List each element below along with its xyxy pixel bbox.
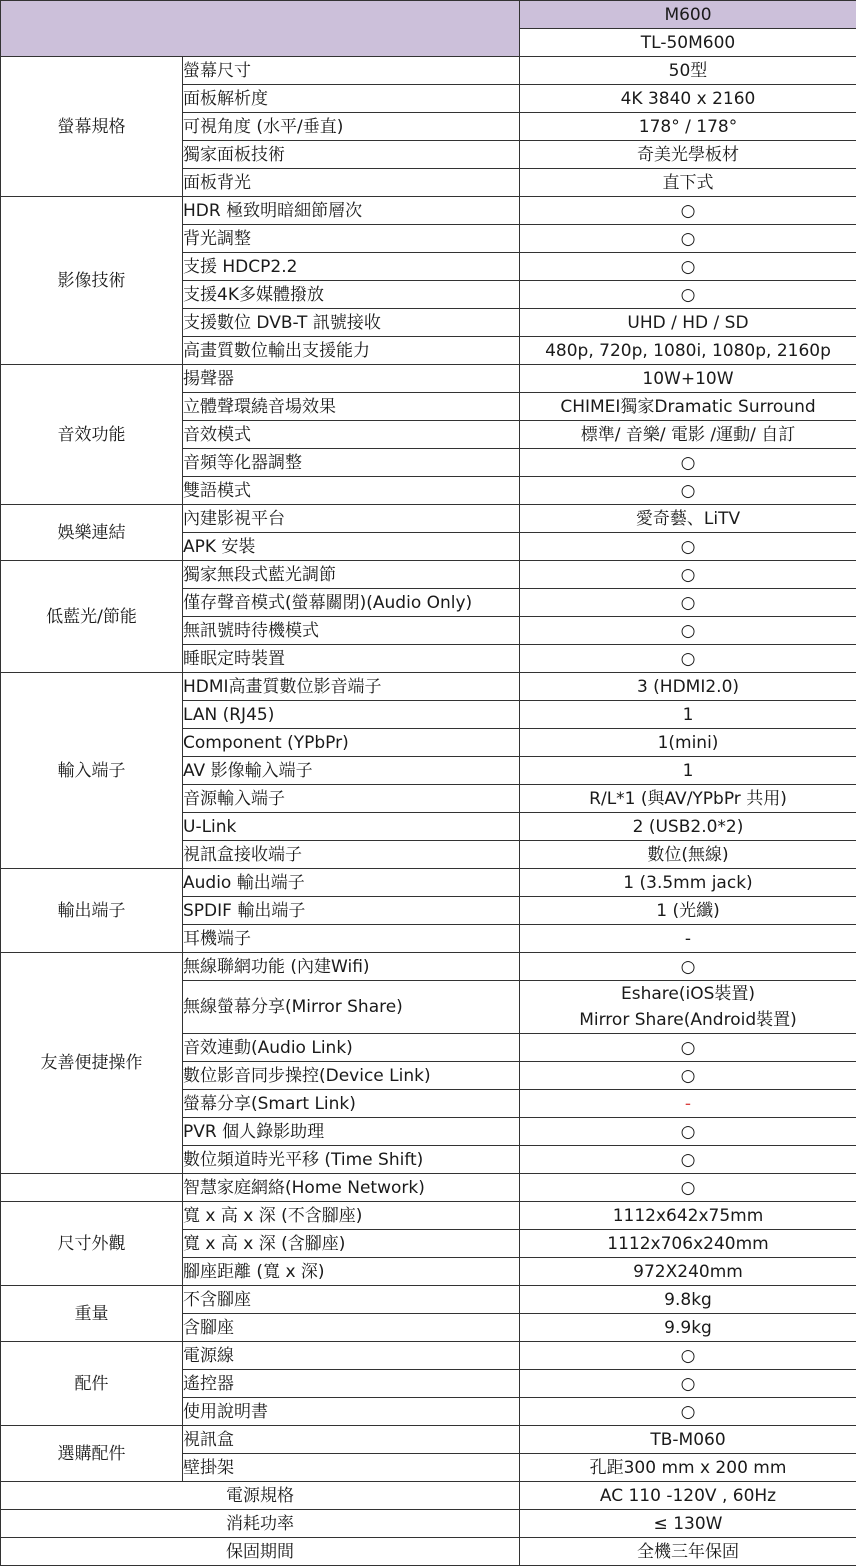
spec-value: ○ (520, 1370, 856, 1398)
spec-feature: 音效模式 (183, 421, 520, 449)
spec-group-label: 輸入端子 (1, 673, 183, 869)
spec-feature: 智慧家庭網絡(Home Network) (183, 1174, 520, 1202)
spec-feature: 遙控器 (183, 1370, 520, 1398)
spec-value: UHD / HD / SD (520, 309, 856, 337)
spec-value-line: Mirror Share(Android裝置) (579, 1010, 797, 1030)
spec-group-label: 輸出端子 (1, 869, 183, 953)
spec-feature: Component (YPbPr) (183, 729, 520, 757)
spec-value: ○ (520, 533, 856, 561)
spec-feature: 獨家面板技術 (183, 141, 520, 169)
spec-value: R/L*1 (與AV/YPbPr 共用) (520, 785, 856, 813)
footer-label: 電源規格 (1, 1482, 520, 1510)
spec-group-label: 低藍光/節能 (1, 561, 183, 673)
spec-value: 1 (光纖) (520, 897, 856, 925)
spec-feature: 獨家無段式藍光調節 (183, 561, 520, 589)
model-number: TL-50M600 (520, 29, 856, 57)
spec-group-label: 尺寸外觀 (1, 1202, 183, 1286)
spec-value: ○ (520, 617, 856, 645)
spec-feature: 僅存聲音模式(螢幕關閉)(Audio Only) (183, 589, 520, 617)
spec-value: TB-M060 (520, 1426, 856, 1454)
spec-value: 奇美光學板材 (520, 141, 856, 169)
spec-value: - (520, 925, 856, 953)
spec-feature: 寬 x 高 x 深 (不含腳座) (183, 1202, 520, 1230)
spec-feature: 電源線 (183, 1342, 520, 1370)
spec-value: - (520, 1090, 856, 1118)
header-row (1, 1, 856, 29)
spec-feature: 寬 x 高 x 深 (含腳座) (183, 1230, 520, 1258)
footer-row (1, 1482, 856, 1510)
spec-row (1, 1174, 856, 1202)
spec-feature: 音效連動(Audio Link) (183, 1034, 520, 1062)
spec-value: 1 (520, 757, 856, 785)
spec-value: ○ (520, 449, 856, 477)
spec-value: 1(mini) (520, 729, 856, 757)
spec-feature: 支援 HDCP2.2 (183, 253, 520, 281)
spec-feature: 壁掛架 (183, 1454, 520, 1482)
spec-feature: 數位影音同步操控(Device Link) (183, 1062, 520, 1090)
spec-feature: APK 安裝 (183, 533, 520, 561)
spec-value: ○ (520, 225, 856, 253)
spec-value: 1 (520, 701, 856, 729)
spec-value: 1 (3.5mm jack) (520, 869, 856, 897)
spec-feature: HDR 極致明暗細節層次 (183, 197, 520, 225)
spec-value: ○ (520, 197, 856, 225)
footer-value: 全機三年保固 (520, 1538, 856, 1566)
spec-value: 972X240mm (520, 1258, 856, 1286)
spec-value: ○ (520, 1398, 856, 1426)
spec-feature: 螢幕尺寸 (183, 57, 520, 85)
spec-value: ○ (520, 645, 856, 673)
spec-group-label: 娛樂連結 (1, 505, 183, 561)
spec-feature: 面板解析度 (183, 85, 520, 113)
spec-value: 數位(無線) (520, 841, 856, 869)
spec-value: ○ (520, 281, 856, 309)
spec-value: 直下式 (520, 169, 856, 197)
spec-feature: SPDIF 輸出端子 (183, 897, 520, 925)
spec-feature: 可視角度 (水平/垂直) (183, 113, 520, 141)
footer-label: 保固期間 (1, 1538, 520, 1566)
spec-row (1, 869, 856, 897)
spec-value: ○ (520, 1034, 856, 1062)
footer-row (1, 1538, 856, 1566)
spec-value: 愛奇藝、LiTV (520, 505, 856, 533)
spec-feature: 無線螢幕分享(Mirror Share) (183, 981, 520, 1034)
spec-row (1, 953, 856, 981)
spec-row (1, 505, 856, 533)
footer-label: 消耗功率 (1, 1510, 520, 1538)
spec-feature: 不含腳座 (183, 1286, 520, 1314)
spec-value: 4K 3840 x 2160 (520, 85, 856, 113)
footer-row (1, 1510, 856, 1538)
spec-feature: 腳座距離 (寬 x 深) (183, 1258, 520, 1286)
spec-value: ○ (520, 1146, 856, 1174)
spec-row (1, 561, 856, 589)
spec-value-line: Eshare(iOS裝置) (621, 984, 755, 1004)
spec-group-label: 友善便捷操作 (1, 953, 183, 1174)
spec-value: 1112x642x75mm (520, 1202, 856, 1230)
spec-value: ○ (520, 953, 856, 981)
spec-value: 50型 (520, 57, 856, 85)
spec-feature: 背光調整 (183, 225, 520, 253)
spec-group-label (1, 1174, 183, 1202)
model-name: M600 (520, 1, 856, 29)
spec-group-label: 選購配件 (1, 1426, 183, 1482)
spec-value: ○ (520, 253, 856, 281)
spec-feature: 視訊盒接收端子 (183, 841, 520, 869)
spec-value: 178° / 178° (520, 113, 856, 141)
footer-value: AC 110 -120V , 60Hz (520, 1482, 856, 1510)
spec-feature: 立體聲環繞音場效果 (183, 393, 520, 421)
spec-row (1, 1286, 856, 1314)
spec-feature: 耳機端子 (183, 925, 520, 953)
spec-value: 9.9kg (520, 1314, 856, 1342)
spec-feature: 數位頻道時光平移 (Time Shift) (183, 1146, 520, 1174)
spec-value: 9.8kg (520, 1286, 856, 1314)
spec-feature: 睡眠定時裝置 (183, 645, 520, 673)
spec-feature: 雙語模式 (183, 477, 520, 505)
spec-feature: 支援4K多媒體撥放 (183, 281, 520, 309)
spec-group-label: 重量 (1, 1286, 183, 1342)
spec-feature: 面板背光 (183, 169, 520, 197)
spec-value: ○ (520, 1342, 856, 1370)
spec-group-label: 螢幕規格 (1, 57, 183, 197)
spec-row (1, 1202, 856, 1230)
spec-value: ○ (520, 477, 856, 505)
spec-value: ○ (520, 1174, 856, 1202)
spec-row (1, 365, 856, 393)
spec-value: 1112x706x240mm (520, 1230, 856, 1258)
spec-feature: 無線聯網功能 (內建Wifi) (183, 953, 520, 981)
spec-row (1, 197, 856, 225)
spec-feature: LAN (RJ45) (183, 701, 520, 729)
spec-value: ○ (520, 589, 856, 617)
spec-feature: 使用說明書 (183, 1398, 520, 1426)
spec-feature: 支援數位 DVB-T 訊號接收 (183, 309, 520, 337)
spec-row (1, 57, 856, 85)
spec-feature: 螢幕分享(Smart Link) (183, 1090, 520, 1118)
spec-group-label: 音效功能 (1, 365, 183, 505)
spec-feature: PVR 個人錄影助理 (183, 1118, 520, 1146)
spec-row (1, 1342, 856, 1370)
spec-feature: U-Link (183, 813, 520, 841)
footer-value: ≤ 130W (520, 1510, 856, 1538)
spec-value: 10W+10W (520, 365, 856, 393)
spec-group-label: 配件 (1, 1342, 183, 1426)
spec-feature: 高畫質數位輸出支援能力 (183, 337, 520, 365)
spec-feature: 視訊盒 (183, 1426, 520, 1454)
spec-feature: Audio 輸出端子 (183, 869, 520, 897)
spec-row (1, 673, 856, 701)
spec-value: ○ (520, 1062, 856, 1090)
header-blank-cell (1, 1, 520, 57)
spec-feature: 音源輸入端子 (183, 785, 520, 813)
spec-value: ○ (520, 561, 856, 589)
spec-group-label: 影像技術 (1, 197, 183, 365)
spec-feature: 音頻等化器調整 (183, 449, 520, 477)
spec-row (1, 1426, 856, 1454)
spec-feature: AV 影像輸入端子 (183, 757, 520, 785)
spec-feature: HDMI高畫質數位影音端子 (183, 673, 520, 701)
spec-value: CHIMEI獨家Dramatic Surround (520, 393, 856, 421)
spec-value (520, 981, 856, 1034)
spec-value: 480p, 720p, 1080i, 1080p, 2160p (520, 337, 856, 365)
spec-value: 3 (HDMI2.0) (520, 673, 856, 701)
spec-value: ○ (520, 1118, 856, 1146)
spec-value: 標準/ 音樂/ 電影 /運動/ 自訂 (520, 421, 856, 449)
spec-value: 孔距300 mm x 200 mm (520, 1454, 856, 1482)
spec-feature: 無訊號時待機模式 (183, 617, 520, 645)
spec-value: 2 (USB2.0*2) (520, 813, 856, 841)
spec-feature: 含腳座 (183, 1314, 520, 1342)
spec-table-body (1, 1, 856, 1566)
spec-feature: 內建影視平台 (183, 505, 520, 533)
spec-feature: 揚聲器 (183, 365, 520, 393)
